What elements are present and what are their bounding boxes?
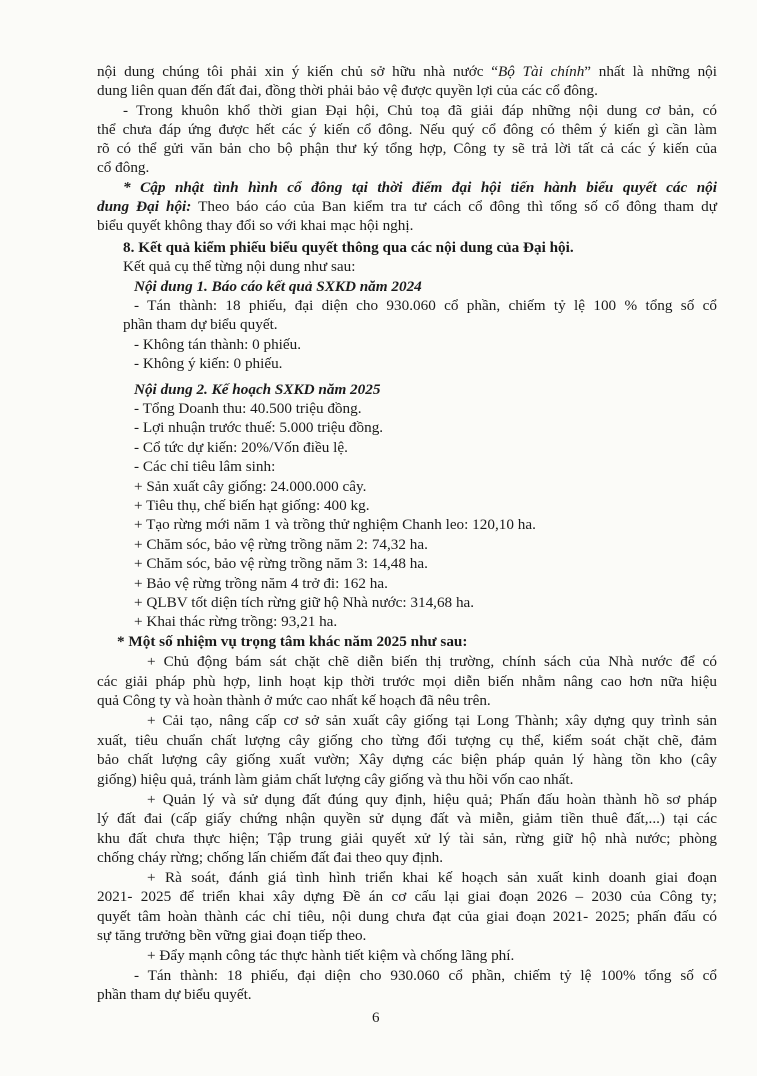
text-line: 2021- 2025 để triển khai xây dựng Đề án cơ cấu lại giai đoạn 2026 – 2030 của Công ty;: [97, 888, 717, 905]
text-line: + Tiêu thụ, chế biến hạt giống: 400 kg.: [134, 497, 370, 514]
text-line: - Không tán thành: 0 phiếu.: [134, 336, 302, 353]
text-line: - Không ý kiến: 0 phiếu.: [134, 355, 283, 372]
text-line: xuất, tiêu chuẩn chất lượng cây giống cho từng đối tượng cụ thể, kiểm soát chặt chẽ, đảm: [97, 732, 717, 749]
section-heading: 8. Kết quả kiểm phiếu biểu quyết thông qua các nội dung của Đại hội.: [123, 239, 574, 256]
text-line: + Chủ động bám sát chặt chẽ diễn biến thị trường, chính sách của Nhà nước để có: [147, 653, 717, 670]
page-number: 6: [372, 1010, 380, 1026]
text-line: [97, 197, 717, 216]
subsection-heading: Nội dung 1. Báo cáo kết quả SXKD năm 2024: [134, 278, 422, 295]
text-line: + Khai thác rừng trồng: 93,21 ha.: [134, 613, 338, 630]
text-line: Kết quả cụ thể từng nội dung như sau:: [123, 258, 356, 275]
text-line: khu đất chưa thực hiện; Tập trung giải quyết xử lý tài sản, rừng giữ hộ nhà nước; phòng: [97, 830, 717, 847]
subsection-heading: Nội dung 2. Kế hoạch SXKD năm 2025: [134, 381, 381, 398]
text-line: dung liên quan đến đất đai, đồng thời phải bảo vệ được quyền lợi của các cổ đông.: [97, 82, 598, 99]
text-span: ” nhất là những nội: [584, 63, 717, 80]
text-line: - Các chỉ tiêu lâm sinh:: [134, 458, 276, 475]
text-line: + Cải tạo, nâng cấp cơ sở sản xuất cây giống tại Long Thành; xây dựng quy trình sản: [147, 712, 717, 729]
text-line: - Tán thành: 18 phiếu, đại diện cho 930.060 cổ phần, chiếm tỷ lệ 100 % tổng số cổ: [134, 297, 717, 314]
text-line: quyết tâm hoàn thành các chỉ tiêu, nội dung chưa đạt của giai đoạn 2021- 2025; phấn đấu có: [97, 908, 717, 925]
text-line: quả Công ty và hoàn thành ở mức cao nhất kế hoạch đã nêu trên.: [97, 692, 491, 709]
text-line: + Sản xuất cây giống: 24.000.000 cây.: [134, 478, 367, 495]
text-line: + Đẩy mạnh công tác thực hành tiết kiệm và chống lãng phí.: [147, 947, 515, 964]
text-line: - Tán thành: 18 phiếu, đại diện cho 930.060 cổ phần, chiếm tỷ lệ 100% tổng số cổ: [134, 967, 717, 984]
text-line: + Quản lý và sử dụng đất đúng quy định, hiệu quả; Phấn đấu hoàn thành hồ sơ pháp: [147, 791, 717, 808]
text-line: các giải pháp phù hợp, linh hoạt kịp thời trước mọi diễn biến nhằm nâng cao hơn nữa hiệu: [97, 673, 717, 690]
text-span: nội dung chúng tôi phải xin ý kiến chủ sở hữu nhà nước “: [97, 63, 498, 80]
text-line: rõ có thể gửi văn bản cho bộ phận thư ký tổng hợp, Công ty sẽ trả lời tất cả các ý kiến của: [97, 140, 717, 157]
text-line: sự tăng trưởng bền vững giai đoạn tiếp theo.: [97, 927, 367, 944]
text-line: + Chăm sóc, bảo vệ rừng trồng năm 2: 74,32 ha.: [134, 536, 428, 553]
text-line: - Trong khuôn khổ thời gian Đại hội, Chủ toạ đã giải đáp những nội dung cơ bản, có: [123, 102, 717, 119]
text-span: Theo báo cáo của Ban kiểm tra tư cách cổ đông thì tổng số cổ đông tham dự: [191, 198, 718, 215]
italic-text: Bộ Tài chính: [498, 63, 585, 80]
text-line: [97, 62, 717, 81]
text-line: phần tham dự biểu quyết.: [123, 316, 278, 333]
text-line: chống cháy rừng; chống lấn chiếm đất đai theo quy định.: [97, 849, 444, 866]
bold-italic-line: * Cập nhật tình hình cổ đông tại thời điểm đại hội tiến hành biểu quyết các nội: [123, 179, 717, 196]
section-heading: * Một số nhiệm vụ trọng tâm khác năm 2025 như sau:: [117, 633, 468, 650]
text-line: + QLBV tốt diện tích rừng giữ hộ Nhà nước: 314,68 ha.: [134, 594, 475, 611]
text-line: - Lợi nhuận trước thuế: 5.000 triệu đồng.: [134, 419, 384, 436]
text-line: - Cổ tức dự kiến: 20%/Vốn điều lệ.: [134, 439, 348, 456]
bold-italic-text: dung Đại hội:: [97, 198, 192, 215]
text-line: biểu quyết không thay đổi so với khai mạc hội nghị.: [97, 217, 414, 234]
text-line: + Bảo vệ rừng trồng năm 4 trở đi: 162 ha.: [134, 575, 388, 592]
text-line: cổ đông.: [97, 159, 150, 176]
text-line: + Tạo rừng mới năm 1 và trồng thử nghiệm Chanh leo: 120,10 ha.: [134, 516, 536, 533]
text-line: bảo chất lượng cây giống xuất vườn; Xây dựng các biện pháp quản lý hàng tồn kho (cây: [97, 751, 717, 768]
text-line: giống) hiệu quả, tránh làm giảm chất lượng cây giống và thu hồi vốn cao nhất.: [97, 771, 574, 788]
text-line: lý đất đai (cấp giấy chứng nhận quyền sử dụng đất và miễn, giảm tiền thuê đất,...) tại các: [97, 810, 717, 827]
text-line: thể chưa đáp ứng được hết các ý kiến cổ đông. Nếu quý cổ đông có thêm ý kiến gì cần làm: [97, 121, 717, 138]
text-line: + Chăm sóc, bảo vệ rừng trồng năm 3: 14,48 ha.: [134, 555, 428, 572]
text-line: - Tổng Doanh thu: 40.500 triệu đồng.: [134, 400, 362, 417]
text-line: phần tham dự biểu quyết.: [97, 986, 252, 1003]
text-line: + Rà soát, đánh giá tình hình triển khai kế hoạch sản xuất kinh doanh giai đoạn: [147, 869, 717, 886]
